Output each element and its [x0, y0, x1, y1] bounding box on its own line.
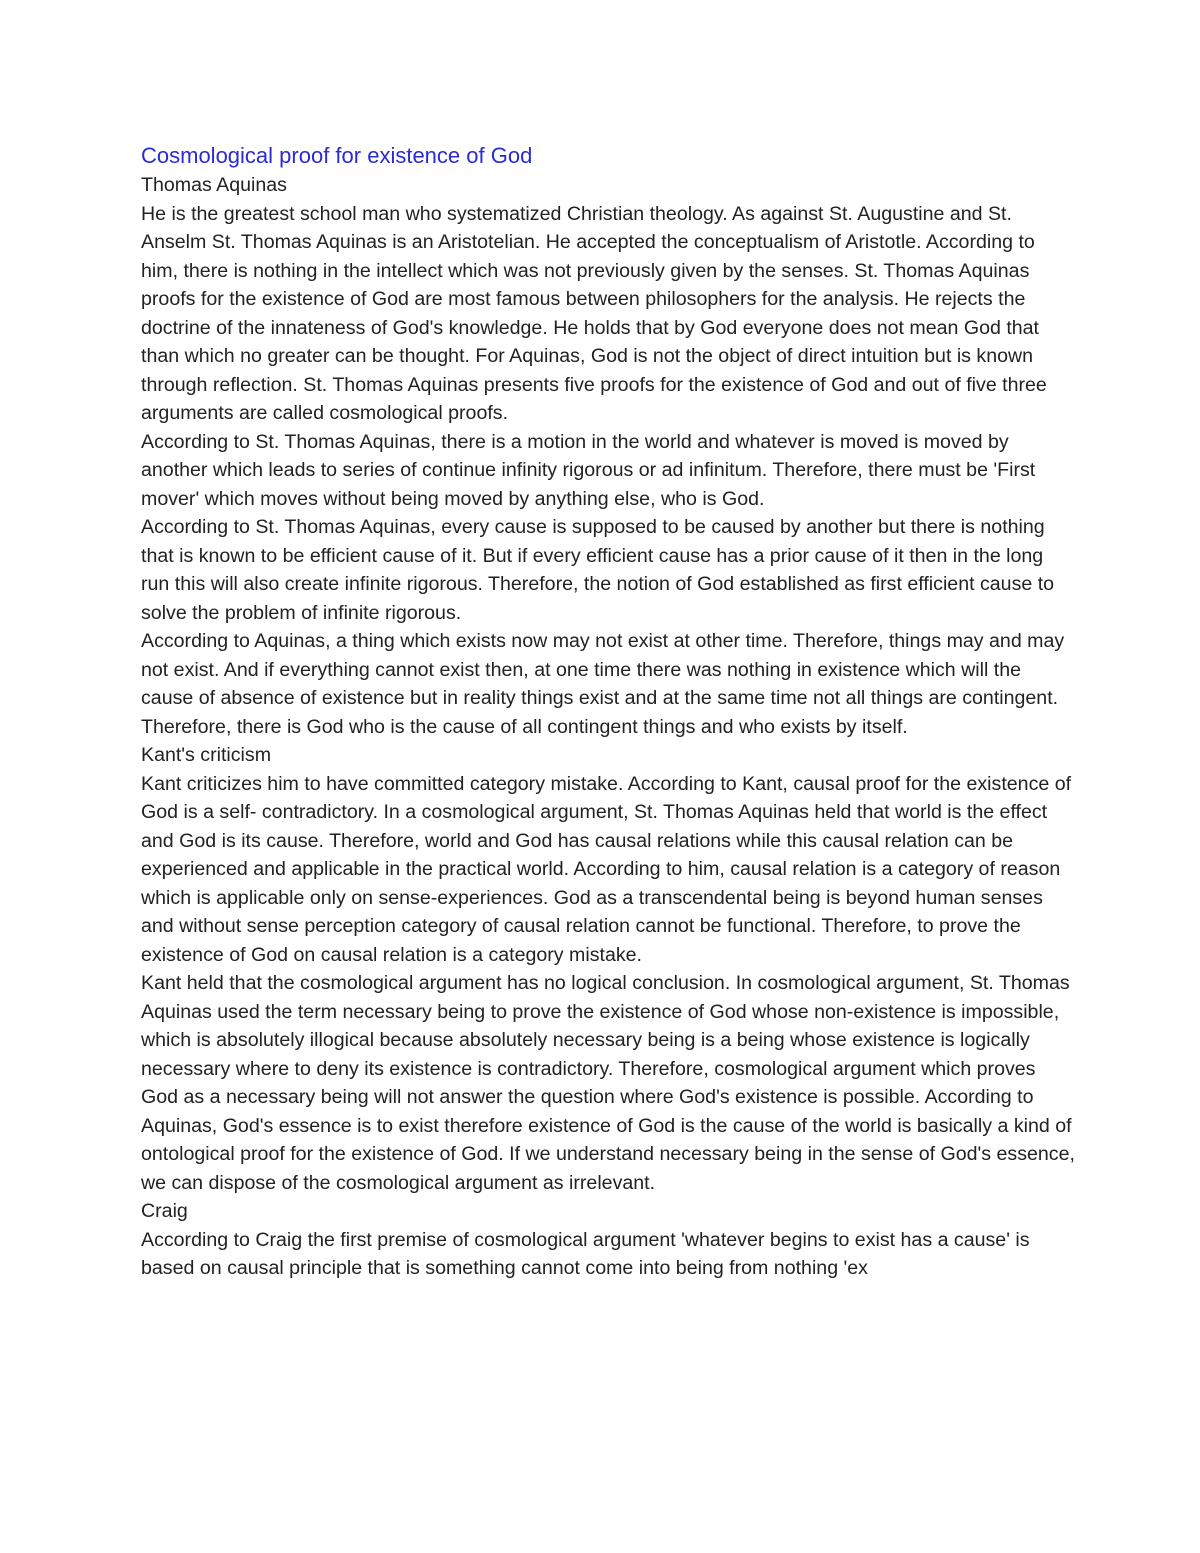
- section-heading-craig: Craig: [141, 1200, 188, 1222]
- section-heading-aquinas: Thomas Aquinas: [141, 174, 287, 196]
- paragraph: According to Aquinas, a thing which exists now may not exist at other time. Therefore, things may and may not exist. And if everything cannot exist then, at one time there was nothing in existence which will the cause of absence of existence but in reality things exist and at the same time not all things are contingent. Therefore, there is God who is the cause of all contingent things and who exists by itself.: [141, 630, 1065, 738]
- section-heading-kant: Kant's criticism: [141, 744, 272, 766]
- paragraph: According to St. Thomas Aquinas, there is a motion in the world and whatever is moved is moved by another which leads to series of continue infinity rigorous or ad infinitum. Therefore, there must be 'First mover' which moves without being moved by anything else, who is God.: [141, 430, 1036, 510]
- paragraph: According to Craig the first premise of cosmological argument 'whatever begins to exist has a cause' is based on causal principle that is something cannot come into being from nothing 'ex: [141, 1228, 1030, 1279]
- paragraph: According to St. Thomas Aquinas, every cause is supposed to be caused by another but there is nothing that is known to be efficient cause of it. But if every efficient cause has a prior cause of it then in the long run this will also create infinite rigorous. Therefore, the notion of God established as first efficient cause to solve the problem of infinite rigorous.: [141, 516, 1055, 624]
- document-title: Cosmological proof for existence of God: [141, 143, 533, 168]
- document-body: [141, 141, 1076, 1283]
- paragraph: Kant criticizes him to have committed category mistake. According to Kant, causal proof for the existence of God is a self- contradictory. In a cosmological argument, St. Thomas Aquinas held that world is the effect and God is its cause. Therefore, world and God has causal relations while this causal relation can be experienced and applicable in the practical world. According to him, causal relation is a category of reason which is applicable only on sense-experiences. God as a transcendental being is beyond human senses and without sense perception category of causal relation cannot be functional. Therefore, to prove the existence of God on causal relation is a category mistake.: [141, 772, 1072, 966]
- paragraph: He is the greatest school man who systematized Christian theology. As against St. Augustine and St. Anselm St. Thomas Aquinas is an Aristotelian. He accepted the conceptualism of Aristotle. According to him, there is nothing in the intellect which was not previously given by the senses. St. Thomas Aquinas proofs for the existence of God are most famous between philosophers for the analysis. He rejects the doctrine of the innateness of God's knowledge. He holds that by God everyone does not mean God that than which no greater can be thought. For Aquinas, God is not the object of direct intuition but is known through reflection. St. Thomas Aquinas presents five proofs for the existence of God and out of five three arguments are called cosmological proofs.: [141, 202, 1047, 424]
- paragraph: Kant held that the cosmological argument has no logical conclusion. In cosmological argument, St. Thomas Aquinas used the term necessary being to prove the existence of God whose non-existence is impossible, which is absolutely illogical because absolutely necessary being is a being whose existence is logically necessary where to deny its existence is contradictory. Therefore, cosmological argument which proves God as a necessary being will not answer the question where God's existence is possible. According to Aquinas, God's essence is to exist therefore existence of God is the cause of the world is basically a kind of ontological proof for the existence of God. If we understand necessary being in the sense of God's essence, we can dispose of the cosmological argument as irrelevant.: [141, 972, 1075, 1194]
